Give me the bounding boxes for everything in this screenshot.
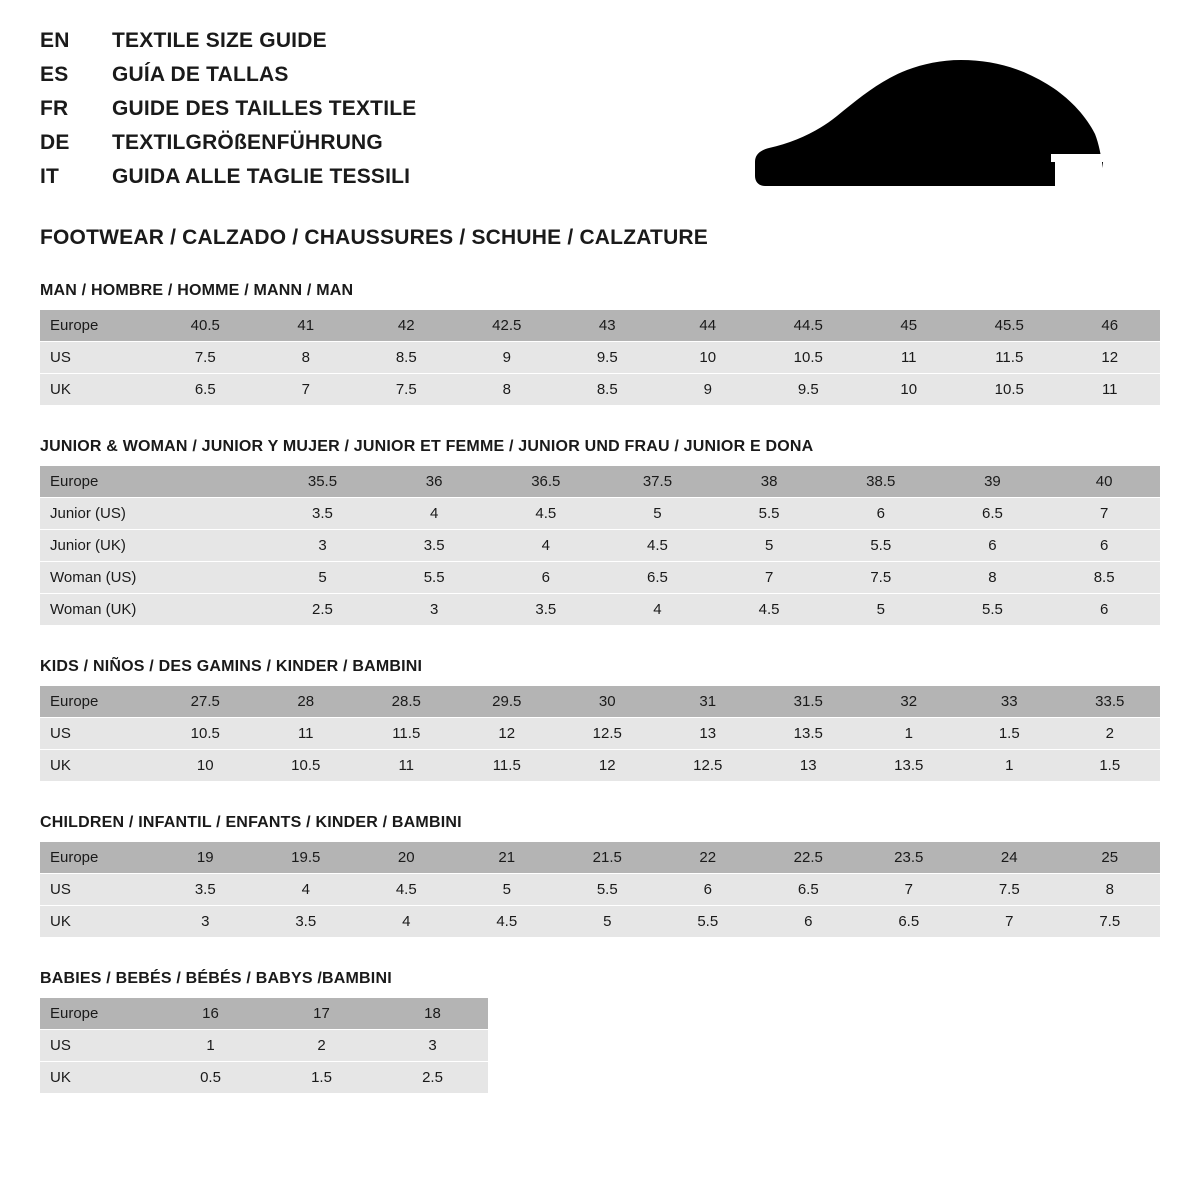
- cell: 19: [155, 842, 256, 874]
- cell: 4: [356, 906, 457, 938]
- cell: 5: [602, 498, 714, 530]
- language-title: GUIDE DES TAILLES TEXTILE: [112, 97, 417, 120]
- language-title: GUÍA DE TALLAS: [112, 63, 289, 86]
- cell: 20: [356, 842, 457, 874]
- cell: 24: [959, 842, 1060, 874]
- language-code: EN: [40, 29, 70, 52]
- table-row: [40, 342, 1160, 374]
- cell: 11.5: [959, 342, 1060, 374]
- cell: 6: [1048, 594, 1160, 626]
- cell: 12.5: [557, 718, 658, 750]
- size-table-children: [40, 842, 1160, 938]
- table-block-junior-woman: [40, 438, 1160, 626]
- size-table-kids: [40, 686, 1160, 782]
- cell: 10.5: [758, 342, 859, 374]
- cell: 11.5: [457, 750, 558, 782]
- cell: 22: [658, 842, 759, 874]
- cell: 37.5: [602, 466, 714, 498]
- cell: 7.5: [825, 562, 937, 594]
- cell: 44: [658, 310, 759, 342]
- cell: 6.5: [859, 906, 960, 938]
- cell: 40.5: [155, 310, 256, 342]
- cell: 30: [557, 686, 658, 718]
- table-row: [40, 530, 1160, 562]
- cell: 5: [825, 594, 937, 626]
- cell: 4: [602, 594, 714, 626]
- cell: 10.5: [155, 718, 256, 750]
- cell: 13: [658, 718, 759, 750]
- cell: 4.5: [356, 874, 457, 906]
- dress-shoe-icon: [755, 58, 1105, 193]
- row-label: UK: [40, 374, 155, 406]
- cell: 12: [557, 750, 658, 782]
- row-label: US: [40, 718, 155, 750]
- cell: 28: [256, 686, 357, 718]
- cell: 2.5: [267, 594, 379, 626]
- row-label: US: [40, 1030, 155, 1062]
- table-row: [40, 498, 1160, 530]
- table-row: [40, 750, 1160, 782]
- language-row: [40, 98, 416, 119]
- row-label: Woman (US): [40, 562, 155, 594]
- cell: 7.5: [959, 874, 1060, 906]
- cell: 46: [1060, 310, 1161, 342]
- table-row: [40, 1030, 488, 1062]
- table-block-man: [40, 282, 1160, 406]
- cell: 3: [377, 1030, 488, 1062]
- cell: 9.5: [557, 342, 658, 374]
- table-block-children: [40, 814, 1160, 938]
- cell: 10.5: [256, 750, 357, 782]
- cell: [155, 594, 267, 626]
- language-row: [40, 166, 416, 187]
- cell: 6: [1048, 530, 1160, 562]
- language-title: TEXTILE SIZE GUIDE: [112, 29, 327, 52]
- table-row: [40, 906, 1160, 938]
- cell: 3: [155, 906, 256, 938]
- table-row: [40, 686, 1160, 718]
- cell: 11: [356, 750, 457, 782]
- row-label: UK: [40, 750, 155, 782]
- cell: 10: [658, 342, 759, 374]
- table-caption: MAN / HOMBRE / HOMME / MANN / MAN: [40, 282, 354, 299]
- cell: 11: [859, 342, 960, 374]
- cell: 13.5: [859, 750, 960, 782]
- cell: 3.5: [378, 530, 490, 562]
- cell: 16: [155, 998, 266, 1030]
- cell: 31.5: [758, 686, 859, 718]
- cell: 10: [155, 750, 256, 782]
- cell: 32: [859, 686, 960, 718]
- table-caption: KIDS / NIÑOS / DES GAMINS / KINDER / BAMBINI: [40, 658, 423, 675]
- cell: 5: [457, 874, 558, 906]
- table-row: [40, 466, 1160, 498]
- table-block-kids: [40, 658, 1160, 782]
- size-table-man: [40, 310, 1160, 406]
- cell: 6.5: [155, 374, 256, 406]
- cell: 5: [557, 906, 658, 938]
- row-label: Europe: [40, 842, 155, 874]
- table-row: [40, 718, 1160, 750]
- language-row: [40, 30, 416, 51]
- language-title: TEXTILGRÖßENFÜHRUNG: [112, 131, 383, 154]
- category-title: FOOTWEAR / CALZADO / CHAUSSURES / SCHUHE / CALZATURE: [40, 226, 709, 249]
- cell: 18: [377, 998, 488, 1030]
- cell: 8: [1060, 874, 1161, 906]
- cell: 43: [557, 310, 658, 342]
- cell: 1.5: [1060, 750, 1161, 782]
- cell: 42: [356, 310, 457, 342]
- cell: 3.5: [490, 594, 602, 626]
- cell: 35.5: [267, 466, 379, 498]
- cell: 8: [457, 374, 558, 406]
- cell: 31: [658, 686, 759, 718]
- cell: 44.5: [758, 310, 859, 342]
- table-row: [40, 310, 1160, 342]
- size-table-junior-woman: [40, 466, 1160, 626]
- table-caption: JUNIOR & WOMAN / JUNIOR Y MUJER / JUNIOR ET FEMME / JUNIOR UND FRAU / JUNIOR E DONA: [40, 438, 814, 455]
- cell: 22.5: [758, 842, 859, 874]
- cell: 12: [457, 718, 558, 750]
- row-label: Europe: [40, 686, 155, 718]
- cell: 5.5: [658, 906, 759, 938]
- cell: 12.5: [658, 750, 759, 782]
- cell: 1: [959, 750, 1060, 782]
- cell: 2: [1060, 718, 1161, 750]
- cell: 7.5: [356, 374, 457, 406]
- cell: 1.5: [266, 1062, 377, 1094]
- row-label: US: [40, 342, 155, 374]
- cell: 5: [267, 562, 379, 594]
- cell: 5: [713, 530, 825, 562]
- cell: 6.5: [758, 874, 859, 906]
- table-caption: BABIES / BEBÉS / BÉBÉS / BABYS /BAMBINI: [40, 970, 392, 987]
- cell: 1.5: [959, 718, 1060, 750]
- cell: 19.5: [256, 842, 357, 874]
- table-row: [40, 374, 1160, 406]
- cell: 6: [937, 530, 1049, 562]
- cell: 3: [378, 594, 490, 626]
- cell: 42.5: [457, 310, 558, 342]
- cell: 4.5: [490, 498, 602, 530]
- cell: [155, 562, 267, 594]
- language-code: FR: [40, 97, 69, 120]
- cell: 11: [1060, 374, 1161, 406]
- cell: 8.5: [557, 374, 658, 406]
- cell: 8.5: [356, 342, 457, 374]
- cell: [155, 530, 267, 562]
- cell: 7: [713, 562, 825, 594]
- cell: 8: [256, 342, 357, 374]
- cell: 33.5: [1060, 686, 1161, 718]
- cell: 38.5: [825, 466, 937, 498]
- cell: 12: [1060, 342, 1161, 374]
- cell: [155, 466, 267, 498]
- language-code: IT: [40, 165, 60, 188]
- cell: 6: [658, 874, 759, 906]
- cell: 4: [378, 498, 490, 530]
- cell: 2.5: [377, 1062, 488, 1094]
- cell: 4: [256, 874, 357, 906]
- cell: 13: [758, 750, 859, 782]
- cell: 5.5: [557, 874, 658, 906]
- language-code: DE: [40, 131, 70, 154]
- cell: 39: [937, 466, 1049, 498]
- cell: 8.5: [1048, 562, 1160, 594]
- cell: 21: [457, 842, 558, 874]
- table-caption: CHILDREN / INFANTIL / ENFANTS / KINDER / BAMBINI: [40, 814, 462, 831]
- cell: 6.5: [602, 562, 714, 594]
- cell: 25: [1060, 842, 1161, 874]
- table-block-babies: [40, 970, 1160, 1094]
- cell: 27.5: [155, 686, 256, 718]
- cell: 6: [825, 498, 937, 530]
- cell: 7.5: [1060, 906, 1161, 938]
- cell: 7: [859, 874, 960, 906]
- cell: 3.5: [267, 498, 379, 530]
- cell: 7: [959, 906, 1060, 938]
- cell: 7: [1048, 498, 1160, 530]
- cell: 33: [959, 686, 1060, 718]
- cell: 6: [758, 906, 859, 938]
- cell: 5.5: [713, 498, 825, 530]
- language-row: [40, 64, 416, 85]
- cell: 11: [256, 718, 357, 750]
- row-label: UK: [40, 906, 155, 938]
- table-row: [40, 1062, 488, 1094]
- cell: 1: [859, 718, 960, 750]
- cell: 7.5: [155, 342, 256, 374]
- table-row: [40, 562, 1160, 594]
- language-list: [40, 30, 416, 200]
- cell: 28.5: [356, 686, 457, 718]
- cell: 9: [457, 342, 558, 374]
- cell: 6.5: [937, 498, 1049, 530]
- cell: 3.5: [256, 906, 357, 938]
- row-label: UK: [40, 1062, 155, 1094]
- table-row: [40, 594, 1160, 626]
- cell: 10.5: [959, 374, 1060, 406]
- row-label: Woman (UK): [40, 594, 155, 626]
- row-label: Junior (US): [40, 498, 155, 530]
- cell: 4: [490, 530, 602, 562]
- cell: 3: [267, 530, 379, 562]
- cell: 8: [937, 562, 1049, 594]
- cell: 10: [859, 374, 960, 406]
- cell: 7: [256, 374, 357, 406]
- cell: 11.5: [356, 718, 457, 750]
- cell: 23.5: [859, 842, 960, 874]
- language-row: [40, 132, 416, 153]
- row-label: US: [40, 874, 155, 906]
- row-label: Europe: [40, 998, 155, 1030]
- cell: 5.5: [378, 562, 490, 594]
- cell: 1: [155, 1030, 266, 1062]
- table-row: [40, 842, 1160, 874]
- cell: 0.5: [155, 1062, 266, 1094]
- cell: 45.5: [959, 310, 1060, 342]
- cell: 5.5: [825, 530, 937, 562]
- cell: 9: [658, 374, 759, 406]
- cell: 6: [490, 562, 602, 594]
- cell: 17: [266, 998, 377, 1030]
- page-header: [40, 30, 1160, 200]
- size-table-babies: [40, 998, 488, 1094]
- cell: 9.5: [758, 374, 859, 406]
- cell: 36.5: [490, 466, 602, 498]
- table-row: [40, 998, 488, 1030]
- cell: 5.5: [937, 594, 1049, 626]
- cell: 2: [266, 1030, 377, 1062]
- cell: 41: [256, 310, 357, 342]
- cell: 40: [1048, 466, 1160, 498]
- language-title: GUIDA ALLE TAGLIE TESSILI: [112, 165, 411, 188]
- cell: 38: [713, 466, 825, 498]
- cell: 36: [378, 466, 490, 498]
- cell: 4.5: [457, 906, 558, 938]
- cell: 4.5: [713, 594, 825, 626]
- table-row: [40, 874, 1160, 906]
- row-label: Europe: [40, 466, 155, 498]
- cell: 13.5: [758, 718, 859, 750]
- cell: 45: [859, 310, 960, 342]
- cell: 4.5: [602, 530, 714, 562]
- cell: [155, 498, 267, 530]
- language-code: ES: [40, 63, 69, 86]
- row-label: Junior (UK): [40, 530, 155, 562]
- cell: 29.5: [457, 686, 558, 718]
- cell: 21.5: [557, 842, 658, 874]
- row-label: Europe: [40, 310, 155, 342]
- cell: 3.5: [155, 874, 256, 906]
